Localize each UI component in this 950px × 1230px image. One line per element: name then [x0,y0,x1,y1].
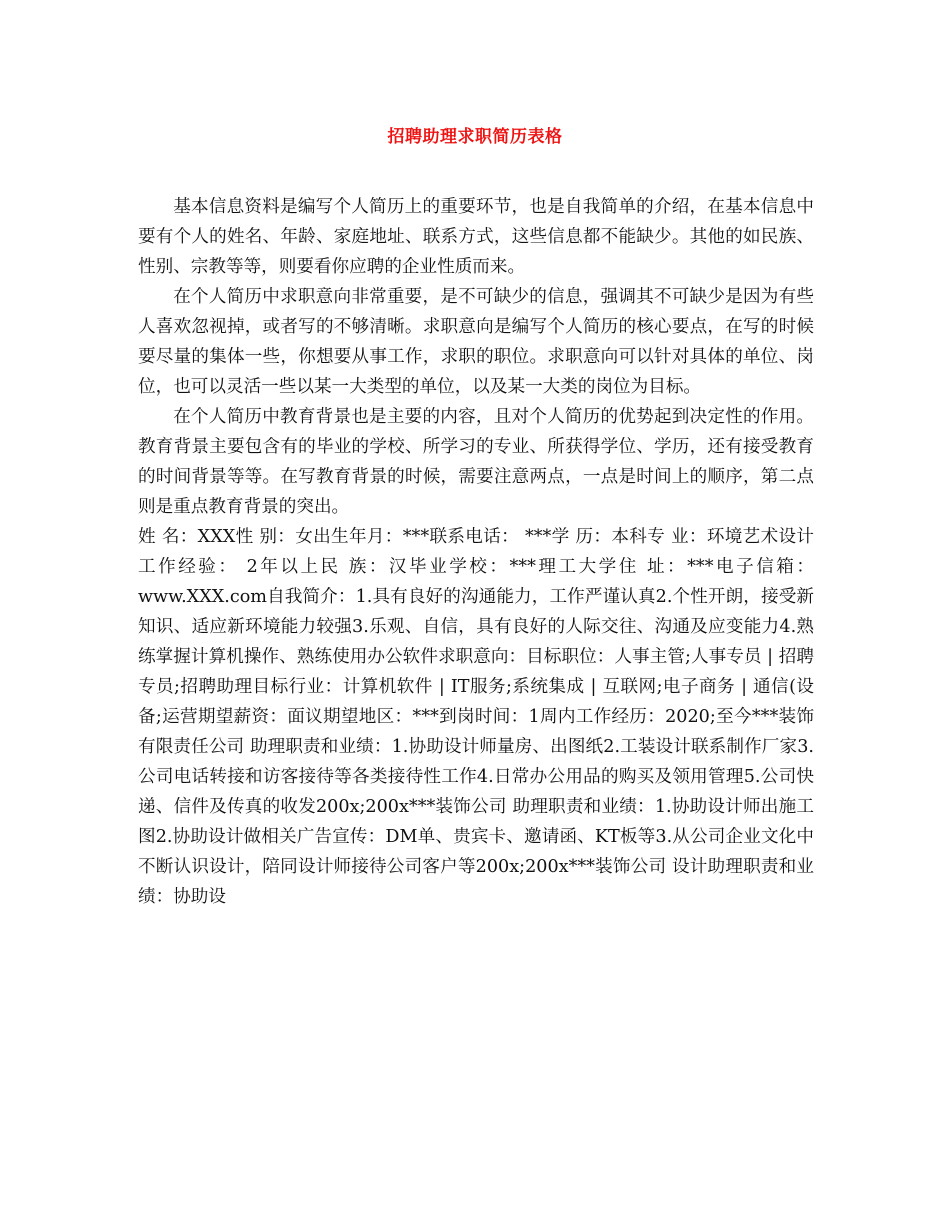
document-body [138,192,814,912]
document-title: 招聘助理求职简历表格 [387,127,563,147]
paragraph-job-intention: 在个人简历中求职意向非常重要，是不可缺少的信息，强调其不可缺少是因为有些人喜欢忽视掉，或者写的不够清晰。求职意向是编写个人简历的核心要点，在写的时候要尽量的集体一些，你想要从事工作，求职的职位。求职意向可以针对具体的单位、岗位，也可以灵活一些以某一大类型的单位，以及某一大类的岗位为目标。 [138,287,814,397]
paragraph-education: 在个人简历中教育背景也是主要的内容，且对个人简历的优势起到决定性的作用。教育背景主要包含有的毕业的学校、所学习的专业、所获得学位、学历，还有接受教育的时间背景等等。在写教育背景的时候，需要注意两点，一点是时间上的顺序，第二点则是重点教育背景的突出。 [138,407,814,517]
resume-details-block: 姓 名：XXX性 别：女出生年月：***联系电话： ***学 历：本科专 业：环境艺术设计工作经验： 2年以上民 族：汉毕业学校：***理工大学住 址：***电子信箱：www.XXX.com自我简介：1.具有良好的沟通能力，工作严谨认真2.个性开朗，接受新知识、适应新环境能力较强3.乐观、自信，具有良好的人际交往、沟通及应变能力4.熟练掌握计算机操作、熟练使用办公软件求职意向：目标职位：人事主管;人事专员 | 招聘专员;招聘助理目标行业：计算机软件 | IT服务;系统集成 | 互联网;电子商务 | 通信(设备;运营期望薪资：面议期望地区：***到岗时间：1周内工作经历：2020;至今***装饰有限责任公司 助理职责和业绩：1.协助设计师量房、出图纸2.工装设计联系制作厂家3.公司电话转接和访客接待等各类接待性工作4.日常办公用品的购买及领用管理5.公司快递、信件及传真的收发200x;200x***装饰公司 助理职责和业绩：1.协助设计师出施工图2.协助设计做相关广告宣传：DM单、贵宾卡、邀请函、KT板等3.从公司企业文化中不断认识设计，陪同设计师接待公司客户等200x;200x***装饰公司 设计助理职责和业绩：协助设 [138,527,814,907]
paragraph-basic-info: 基本信息资料是编写个人简历上的重要环节，也是自我简单的介绍，在基本信息中要有个人的姓名、年龄、家庭地址、联系方式，这些信息都不能缺少。其他的如民族、性别、宗教等等，则要看你应聘的企业性质而来。 [138,197,814,277]
